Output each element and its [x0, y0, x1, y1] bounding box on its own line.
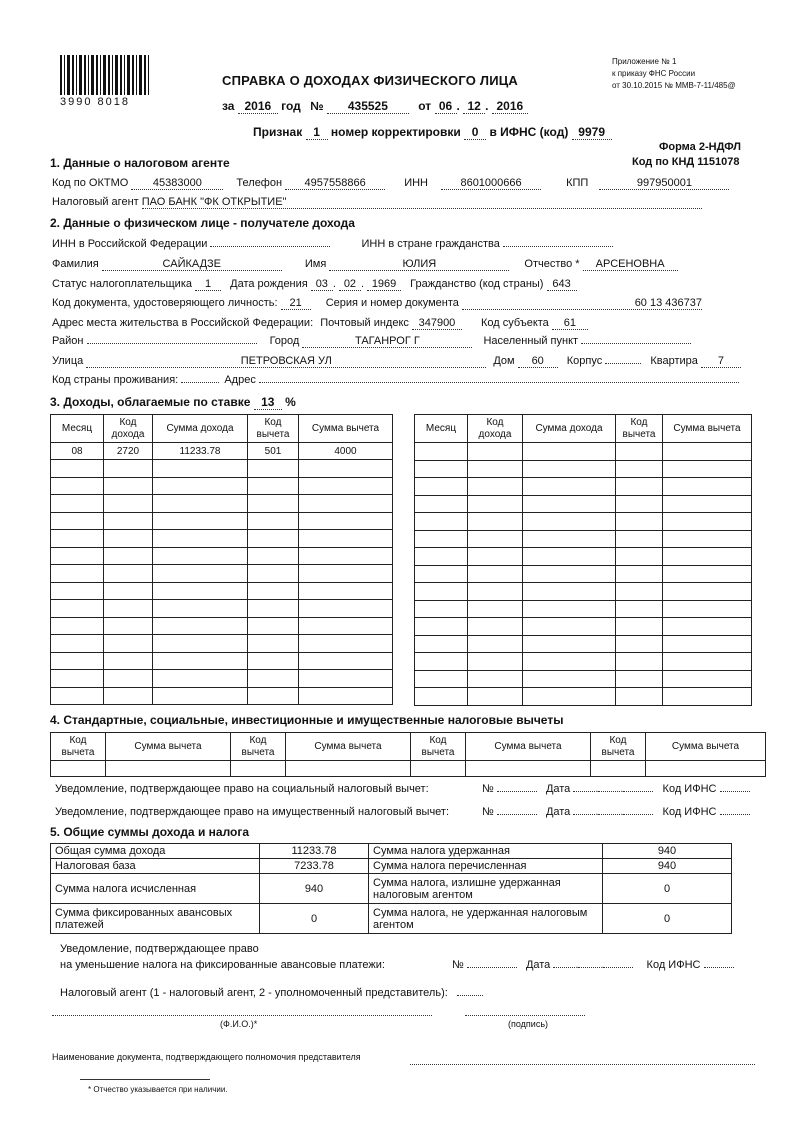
- fio-line: [52, 1015, 432, 1016]
- citizenship-value: 643: [547, 278, 577, 291]
- doc-num-value: 60 13 436737: [462, 297, 702, 310]
- col-deduction-code: Код вычета: [231, 733, 286, 761]
- fixed-advance-value: 0: [260, 904, 369, 934]
- phone-label: Телефон: [236, 177, 283, 189]
- phone-value: 4957558866: [285, 177, 385, 190]
- surname-label: Фамилия: [52, 258, 99, 270]
- table-row: [51, 844, 732, 859]
- table-row: [415, 618, 752, 636]
- doc-code-label: Код документа, удостоверяющего личность:: [52, 297, 278, 309]
- form-name: Форма 2-НДФЛ: [659, 141, 741, 153]
- house-label: Дом: [493, 355, 515, 367]
- advance-date-day: [553, 967, 575, 968]
- ifns-value: 9979: [572, 125, 612, 140]
- fio-caption: (Ф.И.О.)*: [220, 1019, 258, 1029]
- tax-withheld-label: Сумма налога удержанная: [369, 844, 603, 859]
- table-row: [51, 495, 393, 513]
- postal-label: Почтовый индекс: [320, 317, 409, 329]
- apt-value: 7: [701, 355, 741, 368]
- tax-withheld-value: 940: [603, 844, 732, 859]
- fixed-advance-label: Сумма фиксированных авансовых платежей: [51, 904, 260, 934]
- status-value: 1: [195, 278, 221, 291]
- region-label: Код субъекта: [481, 317, 549, 329]
- district-value: [87, 343, 257, 344]
- table-row: [51, 547, 393, 565]
- cell-income-sum: 11233.78: [153, 443, 248, 460]
- name-value: ЮЛИЯ: [329, 258, 509, 271]
- social-ifns-label: Код ИФНС: [662, 783, 717, 795]
- cell-income-code: 2720: [104, 443, 153, 460]
- col-deduction-sum: Сумма вычета: [466, 733, 591, 761]
- agent-type-label: Налоговый агент (1 - налоговый агент, 2 - уполномоченный представитель):: [60, 987, 448, 999]
- table-row: [415, 548, 752, 566]
- cell-deduction-code: 501: [248, 443, 299, 460]
- col-income-sum: Сумма дохода: [523, 415, 616, 443]
- tax-rate: 13: [254, 395, 282, 410]
- oktmo-value: 45383000: [131, 177, 223, 190]
- table-row: [51, 904, 732, 934]
- footnote: * Отчество указывается при наличии.: [88, 1085, 228, 1094]
- table-row: [415, 530, 752, 548]
- footnote-divider: [80, 1079, 210, 1080]
- oktmo-label: Код по ОКТМО: [52, 177, 129, 189]
- agent-type-value: [457, 995, 483, 996]
- col-deduction-code: Код вычета: [591, 733, 646, 761]
- col-deduction-sum: Сумма вычета: [286, 733, 411, 761]
- advance-date-label: Дата: [525, 959, 551, 971]
- page-title: СПРАВКА О ДОХОДАХ ФИЗИЧЕСКОГО ЛИЦА: [222, 73, 519, 88]
- table-row: [51, 600, 393, 618]
- district-label: Район: [52, 335, 84, 347]
- foreign-address-value: [259, 382, 739, 383]
- income-table-right: [414, 414, 752, 706]
- num-label: №: [310, 99, 324, 113]
- table-row: [415, 653, 752, 671]
- tax-not-withheld-value: 0: [603, 904, 732, 934]
- certificate-number: 435525: [327, 99, 409, 114]
- advance-ifns-value: [704, 967, 734, 968]
- property-date-day: [573, 814, 595, 815]
- section3-title: [50, 395, 296, 410]
- appendix-line1: Приложение № 1: [612, 57, 677, 66]
- corr-value: 0: [464, 125, 486, 140]
- social-num-value: [497, 791, 537, 792]
- table-row: [51, 512, 393, 530]
- tax-base-label: Налоговая база: [51, 859, 260, 874]
- table-row: [51, 460, 393, 478]
- doc-code-value: 21: [281, 297, 311, 310]
- col-deduction-sum: Сумма вычета: [646, 733, 766, 761]
- status-label: Статус налогоплательщика: [52, 278, 193, 290]
- surname-value: САЙКАДЗЕ: [102, 258, 282, 271]
- agent-value: ПАО БАНК "ФК ОТКРЫТИЕ": [142, 196, 702, 209]
- year-label: за: [222, 99, 235, 113]
- section3-title-text: 3. Доходы, облагаемые по ставке: [50, 395, 251, 409]
- table-row: [51, 443, 393, 460]
- table-row: [415, 460, 752, 478]
- advance-num-value: [467, 967, 517, 968]
- citizenship-label: Гражданство (код страны): [410, 278, 544, 290]
- tax-base-value: 7233.78: [260, 859, 369, 874]
- section2-title: 2. Данные о физическом лице - получателе дохода: [50, 216, 355, 230]
- city-label: Город: [269, 335, 300, 347]
- birth-day: 03: [311, 278, 333, 291]
- section4-title: 4. Стандартные, социальные, инвестиционные и имущественные налоговые вычеты: [50, 713, 564, 727]
- tax-overwithheld-value: 0: [603, 874, 732, 904]
- kpp-value: 997950001: [599, 177, 729, 190]
- apt-label: Квартира: [650, 355, 698, 367]
- birth-year: 1969: [367, 278, 401, 291]
- table-row: [415, 513, 752, 531]
- tax-transferred-value: 940: [603, 859, 732, 874]
- property-notice-label: Уведомление, подтверждающее право на имущественный налоговый вычет:: [55, 806, 450, 818]
- ifns-label: в ИФНС (код): [489, 125, 569, 139]
- col-deduction-code: Код вычета: [248, 415, 299, 443]
- inn-foreign-label: ИНН в стране гражданства: [361, 238, 500, 250]
- street-value: ПЕТРОВСКАЯ УЛ: [86, 355, 486, 368]
- deductions-table: [50, 732, 766, 777]
- table-row: [415, 670, 752, 688]
- col-income-code: Код дохода: [104, 415, 153, 443]
- sign-label: Признак: [253, 125, 303, 139]
- advance-notice-line2: на уменьшение налога на фиксированные авансовые платежи:: [60, 959, 385, 971]
- birth-month: 02: [339, 278, 361, 291]
- social-num-label: №: [482, 783, 494, 795]
- date-year: 2016: [492, 99, 528, 114]
- tax-calculated-label: Сумма налога исчисленная: [51, 874, 260, 904]
- social-date-year: [623, 791, 653, 792]
- property-date-label: Дата: [545, 806, 571, 818]
- col-deduction-code: Код вычета: [51, 733, 106, 761]
- advance-date-year: [603, 967, 633, 968]
- advance-ifns-label: Код ИФНС: [646, 959, 701, 971]
- city-value: ТАГАНРОГ Г: [302, 335, 472, 348]
- table-row: [51, 670, 393, 688]
- building-value: [605, 363, 641, 364]
- building-label: Корпус: [566, 355, 603, 367]
- table-row: [415, 495, 752, 513]
- inn-value: 8601000666: [441, 177, 541, 190]
- table-row: [51, 582, 393, 600]
- table-row: [415, 478, 752, 496]
- social-date-label: Дата: [545, 783, 571, 795]
- address-label: Адрес места жительства в Российской Федерации:: [52, 317, 314, 329]
- table-row: [415, 565, 752, 583]
- signature-caption: (подпись): [508, 1019, 549, 1029]
- col-deduction-sum: Сумма вычета: [299, 415, 393, 443]
- birth-label: Дата рождения: [230, 278, 308, 290]
- table-row: [415, 600, 752, 618]
- region-value: 61: [552, 317, 588, 330]
- date-day: 06: [435, 99, 457, 114]
- advance-num-label: №: [452, 959, 464, 971]
- col-deduction-code: Код вычета: [411, 733, 466, 761]
- tax-not-withheld-label: Сумма налога, не удержанная налоговым агентом: [369, 904, 603, 934]
- table-row: [415, 583, 752, 601]
- patronymic-label: Отчество *: [524, 258, 580, 270]
- property-date-year: [623, 814, 653, 815]
- signature-line: [465, 1015, 585, 1016]
- col-income-sum: Сумма дохода: [153, 415, 248, 443]
- date-label: от: [418, 99, 432, 113]
- col-deduction-code: Код вычета: [616, 415, 663, 443]
- tax-transferred-label: Сумма налога перечисленная: [369, 859, 603, 874]
- agent-label: Налоговый агент: [52, 196, 139, 208]
- social-ifns-value: [720, 791, 750, 792]
- postal-value: 347900: [412, 317, 462, 330]
- locality-value: [581, 343, 691, 344]
- sign-value: 1: [306, 125, 328, 140]
- section1-title: 1. Данные о налоговом агенте: [50, 156, 230, 170]
- name-label: Имя: [304, 258, 327, 270]
- knd-code: Код по КНД 1151078: [632, 156, 740, 168]
- authority-doc-label: Наименование документа, подтверждающего полномочия представителя: [52, 1052, 361, 1062]
- advance-date-month: [578, 967, 600, 968]
- table-row: [51, 477, 393, 495]
- col-income-code: Код дохода: [468, 415, 523, 443]
- table-row: [415, 443, 752, 461]
- social-date-month: [598, 791, 620, 792]
- date-month: 12: [463, 99, 485, 114]
- barcode-number: 3990 8018: [60, 96, 130, 108]
- table-row: [51, 761, 766, 777]
- patronymic-value: АРСЕНОВНА: [583, 258, 678, 271]
- property-num-value: [497, 814, 537, 815]
- kpp-label: КПП: [566, 177, 589, 189]
- property-ifns-value: [720, 814, 750, 815]
- property-num-label: №: [482, 806, 494, 818]
- col-month: Месяц: [415, 415, 468, 443]
- totals-table: [50, 843, 732, 934]
- income-table-left: [50, 414, 393, 705]
- social-notice-label: Уведомление, подтверждающее право на социальный налоговый вычет:: [55, 783, 429, 795]
- street-label: Улица: [52, 355, 84, 367]
- advance-notice-line1: Уведомление, подтверждающее право: [60, 943, 259, 955]
- doc-num-label: Серия и номер документа: [325, 297, 459, 309]
- tax-calculated-value: 940: [260, 874, 369, 904]
- barcode-image: [60, 55, 150, 95]
- cell-month: 08: [51, 443, 104, 460]
- col-deduction-sum: Сумма вычета: [663, 415, 752, 443]
- inn-label: ИНН: [404, 177, 428, 189]
- country-value: [181, 382, 219, 383]
- country-label: Код страны проживания:: [52, 374, 179, 386]
- col-deduction-sum: Сумма вычета: [106, 733, 231, 761]
- house-value: 60: [518, 355, 558, 368]
- appendix-line3: от 30.10.2015 № ММВ-7-11/485@: [612, 81, 736, 90]
- table-row: [51, 859, 732, 874]
- table-row: [415, 688, 752, 706]
- table-row: [51, 565, 393, 583]
- property-date-month: [598, 814, 620, 815]
- year-suffix: год: [281, 99, 301, 113]
- total-income-value: 11233.78: [260, 844, 369, 859]
- tax-overwithheld-label: Сумма налога, излишне удержанная налоговым агентом: [369, 874, 603, 904]
- inn-rf-label: ИНН в Российской Федерации: [52, 238, 208, 250]
- authority-doc-line: [410, 1064, 755, 1065]
- inn-foreign-value: [503, 246, 613, 247]
- percent-sign: %: [285, 395, 296, 409]
- table-row: [415, 635, 752, 653]
- cell-deduction-sum: 4000: [299, 443, 393, 460]
- year-value: 2016: [238, 99, 278, 114]
- inn-rf-value: [210, 246, 330, 247]
- section5-title: 5. Общие суммы дохода и налога: [50, 825, 250, 839]
- col-month: Месяц: [51, 415, 104, 443]
- table-row: [51, 635, 393, 653]
- table-row: [51, 874, 732, 904]
- table-row: [51, 652, 393, 670]
- property-ifns-label: Код ИФНС: [662, 806, 717, 818]
- social-date-day: [573, 791, 595, 792]
- table-row: [51, 687, 393, 705]
- locality-label: Населенный пункт: [483, 335, 579, 347]
- table-row: [51, 617, 393, 635]
- corr-label: номер корректировки: [330, 125, 461, 139]
- foreign-address-label: Адрес: [224, 374, 256, 386]
- appendix-line2: к приказу ФНС России: [612, 69, 696, 78]
- table-row: [51, 530, 393, 548]
- total-income-label: Общая сумма дохода: [51, 844, 260, 859]
